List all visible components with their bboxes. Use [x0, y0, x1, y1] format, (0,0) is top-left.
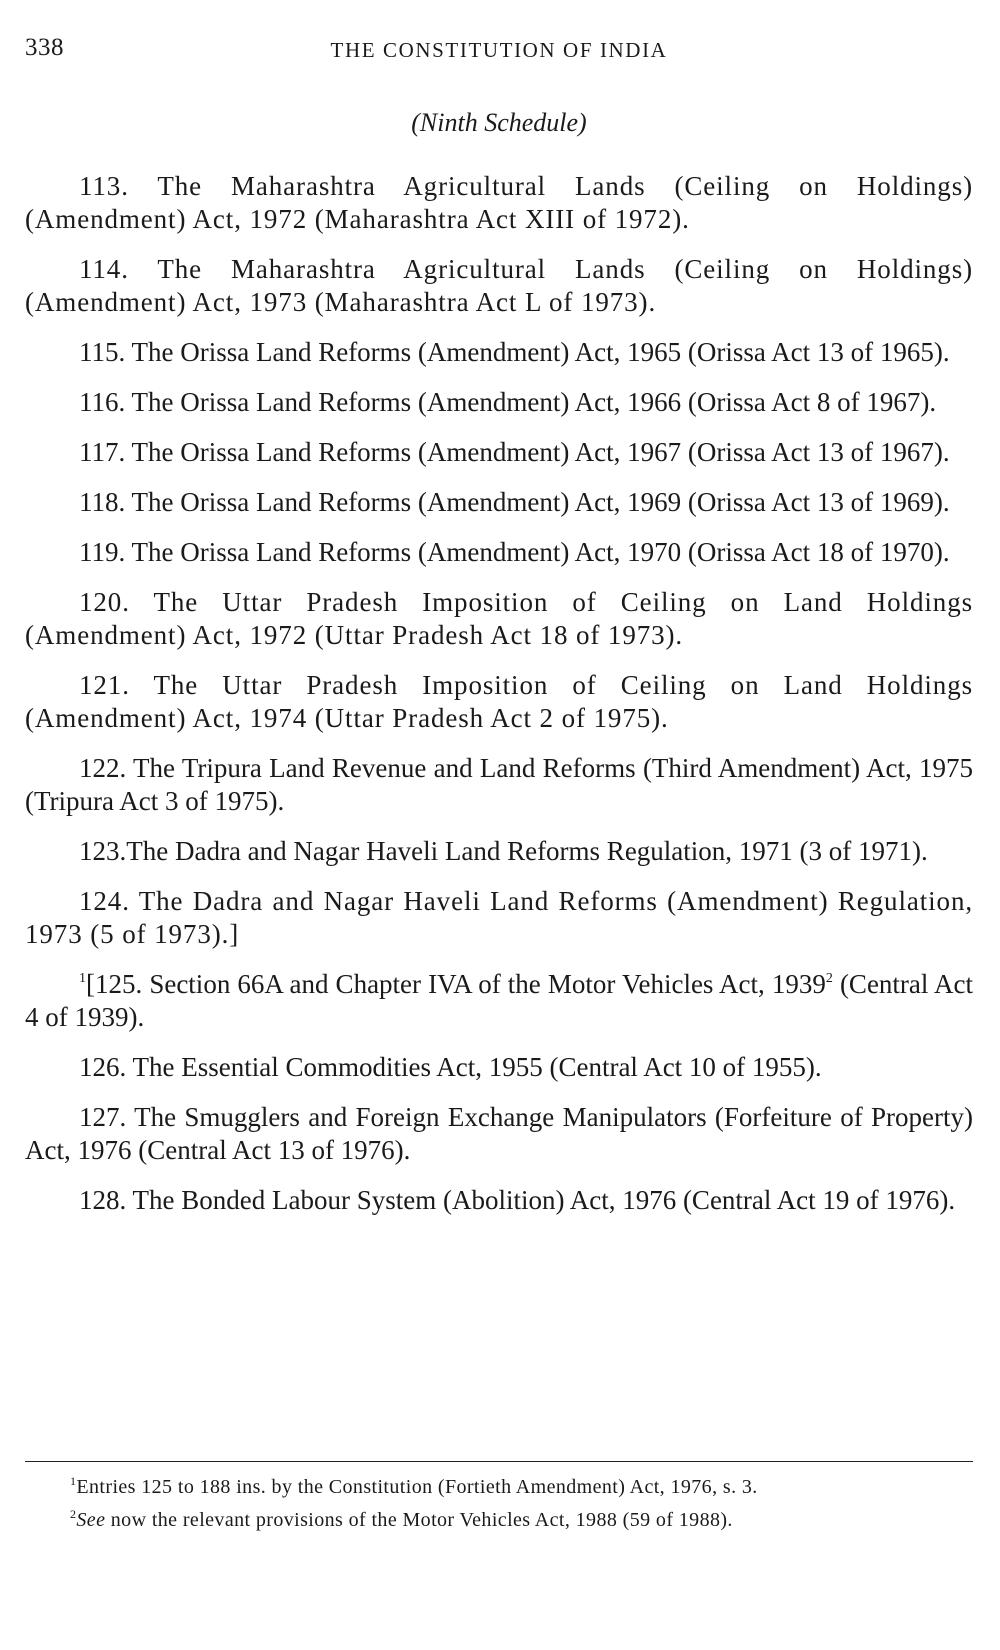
- entry-116: 116. The Orissa Land Reforms (Amendment) Act, 1966 (Orissa Act 8 of 1967).: [79, 387, 937, 417]
- entry-127: 127. The Smugglers and Foreign Exchange Manipulators (Forfeiture of Property) Act, 1976 (Central Act 13 of 1976).: [25, 1102, 973, 1165]
- footnote-ref-1[interactable]: 1: [79, 971, 86, 986]
- footnote-1: [25, 1471, 973, 1504]
- entry-114: 114. The Maharashtra Agricultural Lands (Ceiling on Holdings) (Amendment) Act, 1973 (Maharashtra Act L of 1973).: [25, 254, 973, 317]
- schedule-caption: (Ninth Schedule): [411, 108, 587, 137]
- footnote-2-text: now the relevant provisions of the Motor Vehicles Act, 1988 (59 of 1988).: [105, 1509, 733, 1531]
- footnote-ref-2[interactable]: 2: [825, 971, 833, 986]
- running-title: THE CONSTITUTION OF INDIA: [330, 38, 668, 62]
- footnote-2: [25, 1504, 973, 1537]
- document-page: [25, 0, 973, 1650]
- footnotes: [25, 1471, 973, 1537]
- entry-122: 122. The Tripura Land Revenue and Land Reforms (Third Amendment) Act, 1975 (Tripura Act 3 of 1975).: [25, 753, 973, 816]
- entry-125-text-end: (Central Act 4 of 1939).: [25, 969, 973, 1032]
- entry-113: 113. The Maharashtra Agricultural Lands (Ceiling on Holdings) (Amendment) Act, 1972 (Maharashtra Act XIII of 1972).: [25, 171, 973, 234]
- entry-list: [25, 170, 973, 1234]
- entry-121: 121. The Uttar Pradesh Imposition of Ceiling on Land Holdings (Amendment) Act, 1974 (Uttar Pradesh Act 2 of 1975).: [25, 670, 973, 733]
- page-header: [25, 34, 973, 66]
- entry-117: 117. The Orissa Land Reforms (Amendment) Act, 1967 (Orissa Act 13 of 1967).: [79, 437, 950, 467]
- entry-118: 118. The Orissa Land Reforms (Amendment) Act, 1969 (Orissa Act 13 of 1969).: [79, 487, 950, 517]
- entry-119: 119. The Orissa Land Reforms (Amendment) Act, 1970 (Orissa Act 18 of 1970).: [79, 537, 950, 567]
- footnote-1-text: Entries 125 to 188 ins. by the Constitution (Fortieth Amendment) Act, 1976, s. 3.: [76, 1476, 758, 1498]
- entry-126: 126. The Essential Commodities Act, 1955 (Central Act 10 of 1955).: [79, 1052, 822, 1082]
- entry-128: 128. The Bonded Labour System (Abolition) Act, 1976 (Central Act 19 of 1976).: [79, 1185, 956, 1215]
- footnote-marker-1: 1: [70, 1474, 77, 1488]
- footnote-marker-2: 2: [70, 1507, 77, 1521]
- entry-125-text: [125. Section 66A and Chapter IVA of the Motor Vehicles Act, 1939: [86, 969, 826, 999]
- entry-123: 123.The Dadra and Nagar Haveli Land Reforms Regulation, 1971 (3 of 1971).: [79, 836, 928, 866]
- entry-115: 115. The Orissa Land Reforms (Amendment) Act, 1965 (Orissa Act 13 of 1965).: [79, 337, 950, 367]
- entry-124: 124. The Dadra and Nagar Haveli Land Reforms (Amendment) Regulation, 1973 (5 of 1973).]: [25, 886, 973, 949]
- entry-125: [25, 968, 973, 1034]
- footnote-2-italic: See: [76, 1509, 106, 1531]
- footnote-divider: [25, 1461, 973, 1462]
- page-number: 338: [25, 34, 64, 61]
- entry-120: 120. The Uttar Pradesh Imposition of Ceiling on Land Holdings (Amendment) Act, 1972 (Uttar Pradesh Act 18 of 1973).: [25, 587, 973, 650]
